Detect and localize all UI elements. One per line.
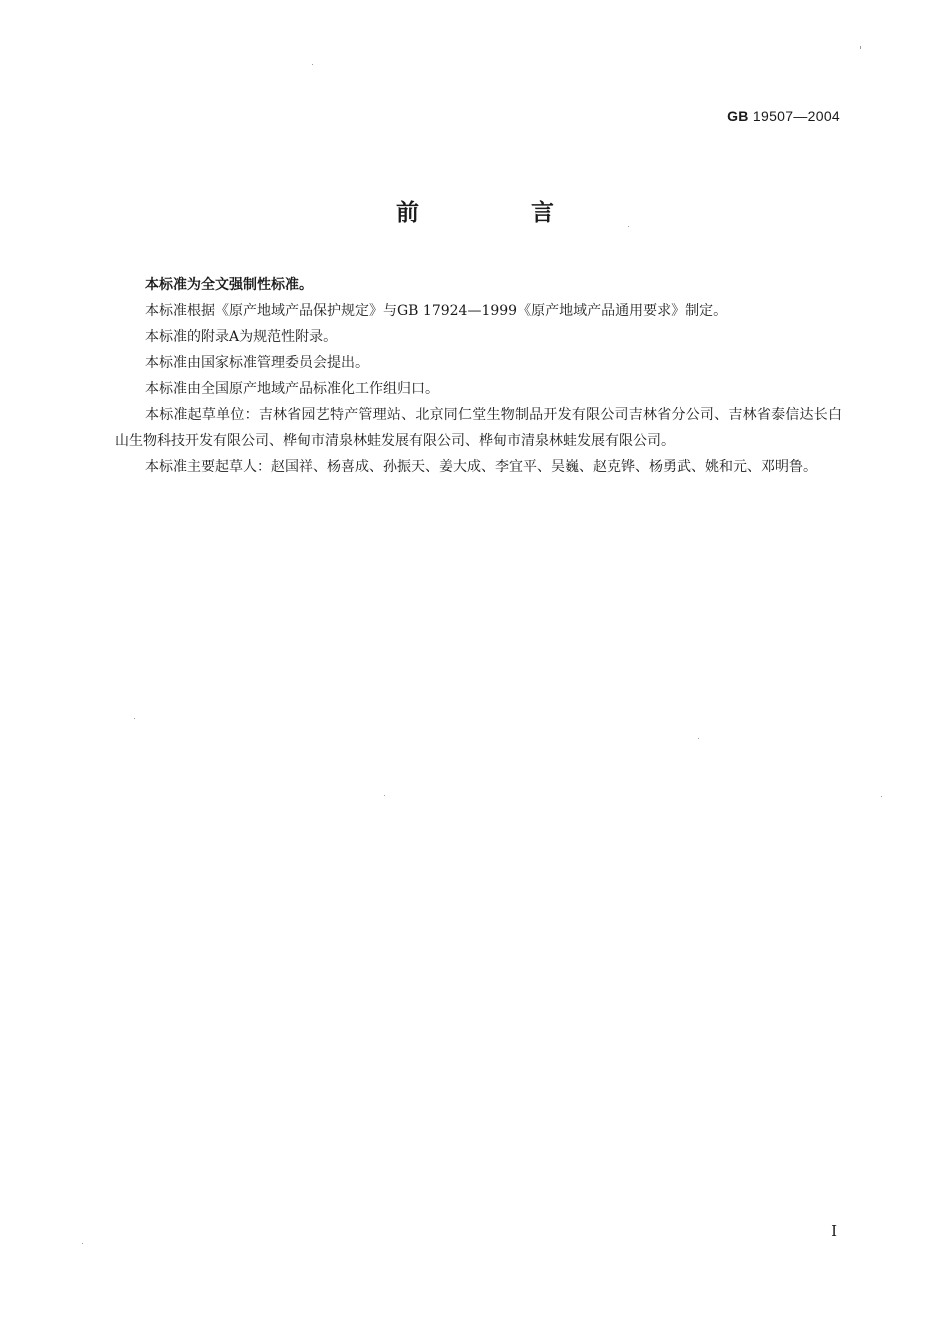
scan-speck	[628, 226, 629, 227]
scan-speck	[881, 796, 882, 797]
page-title: 前 言	[395, 200, 606, 226]
foreword-body	[115, 272, 842, 480]
standard-prefix: GB	[727, 108, 749, 124]
paragraph-mandatory: 本标准为全文强制性标准。	[145, 277, 313, 293]
paragraph-drafting-units: 本标准起草单位：吉林省园艺特产管理站、北京同仁堂生物制品开发有限公司吉林省分公司、吉林省泰信达长白山生物科技开发有限公司、桦甸市清泉林蛙发展有限公司、桦甸市清泉林蛙发展有限公司。	[115, 407, 842, 449]
scan-speck	[860, 46, 861, 49]
paragraph-basis: 本标准根据《原产地域产品保护规定》与GB 17924—1999《原产地域产品通用要求》制定。	[145, 303, 728, 319]
paragraph-centralizer: 本标准由全国原产地域产品标准化工作组归口。	[145, 381, 439, 397]
scan-speck	[82, 1243, 83, 1244]
standard-code	[727, 108, 840, 124]
scan-speck	[134, 718, 135, 719]
scan-speck	[384, 795, 385, 796]
scan-speck	[698, 738, 699, 739]
page-number: I	[831, 1222, 837, 1240]
standard-number: 19507—2004	[752, 108, 840, 124]
paragraph-drafters: 本标准主要起草人：赵国祥、杨喜成、孙振天、姜大成、李宜平、吴巍、赵克铧、杨勇武、姚和元、邓明鲁。	[145, 459, 817, 475]
scan-speck	[312, 64, 313, 65]
paragraph-proposer: 本标准由国家标准管理委员会提出。	[145, 355, 369, 371]
paragraph-annex: 本标准的附录A为规范性附录。	[145, 329, 338, 345]
